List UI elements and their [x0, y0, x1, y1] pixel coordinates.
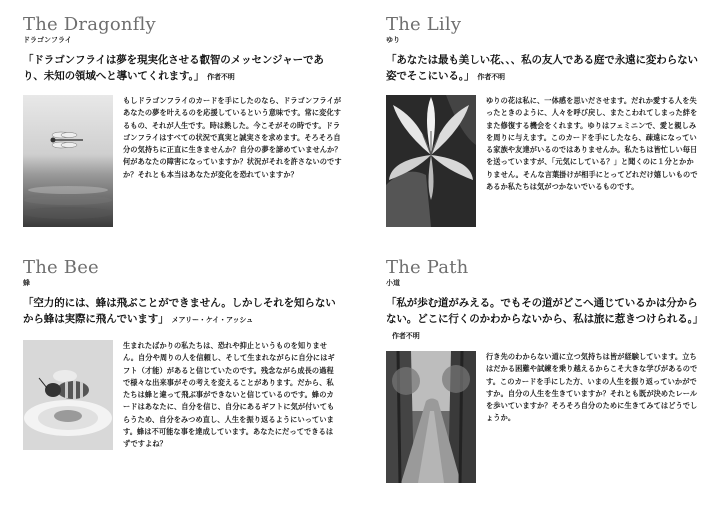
card-title: The Lily	[386, 14, 462, 35]
dragonfly-photo	[23, 95, 113, 227]
card-bee	[23, 258, 343, 451]
card-subtitle: ドラゴンフライ	[23, 36, 72, 44]
card-subtitle: 小道	[386, 279, 400, 287]
card-title: The Path	[386, 257, 469, 278]
card-quote	[23, 295, 341, 328]
quote-author: 作者不明	[477, 73, 505, 81]
card-dragonfly	[23, 15, 343, 227]
bee-photo	[23, 340, 113, 450]
card-quote	[386, 52, 698, 85]
card-quote	[386, 295, 703, 344]
quote-text: 「空力的には、蜂は飛ぶことができません。しかしそれを知らないから蜂は実際に飛んでいます」	[23, 297, 336, 325]
card-body: 行き先のわからない道に立つ気持ちは皆が経験しています。立ちはだかる困難や試練を乗り越えるからこそ大きな学びがあるのです。このカードを手にした方、いまの人生を振り返っていかがですか。自分の人生を生きていますか？それとも既が決めたレールを歩いていますか？そろそろ自分のために生きてみてはどうでしょうか。	[486, 352, 698, 423]
forest-path-photo	[386, 351, 476, 483]
card-lily	[386, 15, 703, 227]
card-body: ゆりの花は私に、一体感を思いださせます。だれか愛する人を失ったときのように、人々を呼び戻し、またこわれてしまった絆をまた修復する機会をくれます。ゆりはフェミニンで、愛と親しみを周りに与えます。このカードを手にしたなら、疎遠になっている家族や友達がいるのではありませんか。私たちは皆忙しい毎日を送っていますが、「元気にしている？」と聞くのに１分とかかりません。そんな言葉掛けが相手にとってどれだけ嬉しいものであるか私たちは気がつかないでいるものです。	[486, 96, 698, 192]
card-subtitle: ゆり	[386, 36, 400, 44]
quote-author: 作者不明	[392, 332, 420, 340]
quote-text: 「あなたは最も美しい花、、、私の友人である庭で永遠に変わらない姿でそこにいる。」	[386, 54, 698, 82]
card-quote	[23, 52, 343, 85]
lily-photo	[386, 95, 476, 227]
quote-text: 「私が歩む道がみえる。でもその道がどこへ通じているかは分からない。どこに行くのかわからないから、私は旅に惹きつけられる。」	[386, 297, 703, 325]
card-subtitle: 蜂	[23, 279, 30, 287]
quote-author: 作者不明	[207, 73, 235, 81]
card-path	[386, 258, 703, 483]
quote-author: メアリー・ケイ・アッシュ	[171, 316, 254, 324]
card-title: The Dragonfly	[23, 14, 156, 35]
card-title: The Bee	[23, 257, 99, 278]
quote-text: 「ドラゴンフライは夢を現実化させる叡智のメッセンジャーであり、未知の領域へと導いてくれます。」	[23, 54, 324, 82]
card-body: 生まれたばかりの私たちは、恐れや抑止というものを知りません。自分や周りの人を信頼し、そして生まれながらに自分にはギフト（才能）があると信じていたのです。残念ながら成長の過程で様々な出来事がその考えを変えることがあります。だから、私たちは蜂と違って飛ぶ事ができないと信じているのです。蜂のカードはあなたに、自分を信じ、自分にあるギフトに気が付いてもらうため、自分をみつめ直し、人生を振り返るようにいっています。蜂は不可能な事を達成しています。あなたにだってできるはずですよね？	[123, 341, 335, 449]
card-body: もしドラゴンフライのカードを手にしたのなら、ドラゴンフライがあなたの夢を叶えるのを応援しているという意味です。常に変化するもの、それが人生です。時は熟した。今こそがその時です。ドラゴンフライはすべての状況で真実と誠実さを求めます。そろそろ自分の気持ちに正直に生きませんか？自分の夢を諦めていませんか？何があなたの障害になっていますか？状況がそれを許さないのですか？それとも本当はあなたが変化を恐れていますか？	[123, 96, 342, 179]
